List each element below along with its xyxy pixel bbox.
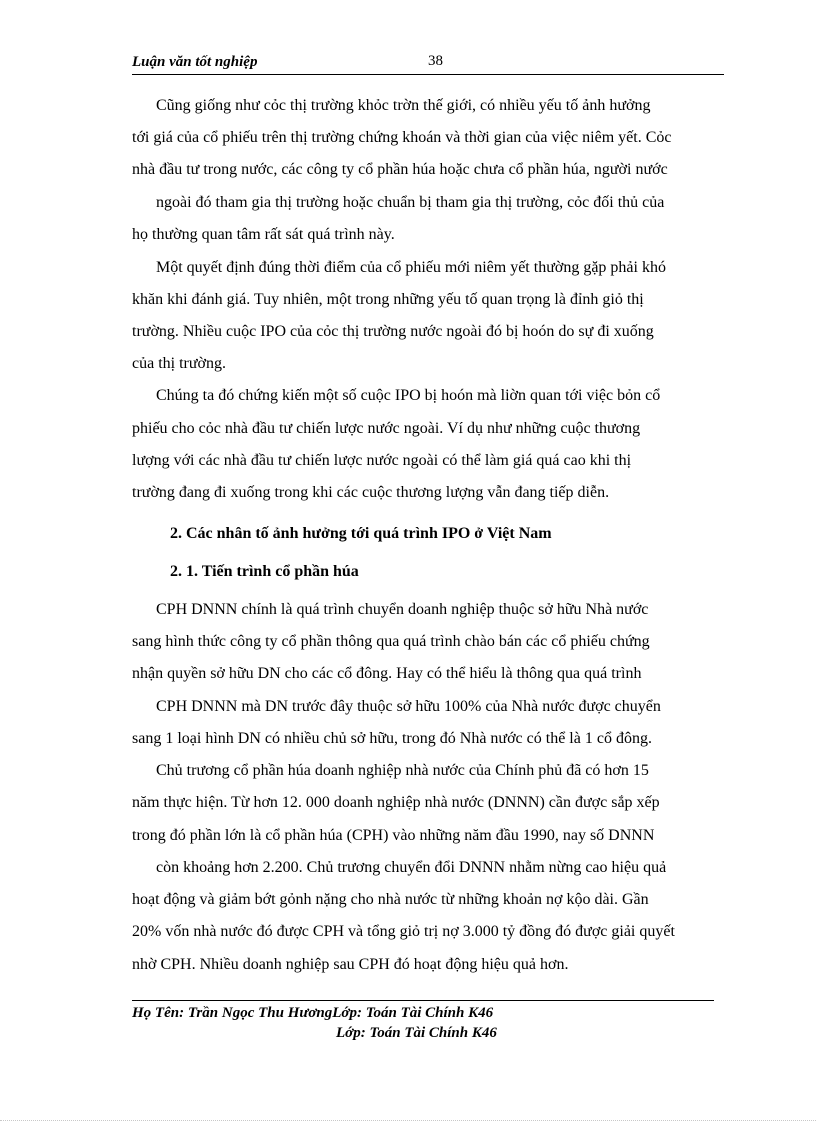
paragraph-line: nhờ CPH. Nhiều doanh nghiệp sau CPH đó hoạt động hiệu quả hơn. bbox=[132, 956, 569, 973]
paragraph-line: Một quyết định đúng thời điểm của cổ phiếu mới niêm yết thường gặp phải khó bbox=[132, 259, 666, 276]
paragraph-line: khăn khi đánh giá. Tuy nhiên, một trong những yếu tố quan trọng là đỉnh giỏ thị bbox=[132, 291, 644, 308]
paragraph-line: sang hình thức công ty cổ phần thông qua quá trình chào bán các cổ phiếu chứng bbox=[132, 633, 650, 650]
footer-divider bbox=[132, 1000, 714, 1001]
paragraph-line: hoạt động và giảm bớt gỏnh nặng cho nhà nước từ những khoản nợ kộo dài. Gần bbox=[132, 891, 649, 908]
paragraph-line: còn khoảng hơn 2.200. Chủ trương chuyển đổi DNNN nhằm nừng cao hiệu quả bbox=[132, 859, 667, 876]
paragraph-line: nhận quyền sở hữu DN cho các cổ đông. Hay có thể hiểu là thông qua quá trình bbox=[132, 665, 642, 682]
section-heading: 2. Các nhân tố ảnh hưởng tới quá trình IPO ở Việt Nam bbox=[170, 525, 552, 542]
footer-author: Họ Tên: Trần Ngọc Thu HươngLớp: Toán Tài Chính K46 bbox=[132, 1005, 494, 1021]
paragraph-line: CPH DNNN chính là quá trình chuyển doanh nghiệp thuộc sở hữu Nhà nước bbox=[132, 601, 649, 618]
paragraph-line: sang 1 loại hình DN có nhiều chủ sở hữu, trong đó Nhà nước có thể là 1 cổ đông. bbox=[132, 730, 652, 747]
subsection-heading: 2. 1. Tiến trình cổ phần húa bbox=[170, 563, 359, 580]
paragraph-line: 20% vốn nhà nước đó được CPH và tổng giỏ trị nợ 3.000 tỷ đồng đó được giải quyết bbox=[132, 923, 675, 940]
paragraph-line: họ thường quan tâm rất sát quá trình này. bbox=[132, 226, 395, 243]
paragraph-line: phiếu cho cỏc nhà đầu tư chiến lược nước ngoài. Ví dụ như những cuộc thương bbox=[132, 420, 641, 437]
paragraph-line: trường. Nhiều cuộc IPO của cỏc thị trường nước ngoài đó bị hoón do sự đi xuống bbox=[132, 323, 654, 340]
page-bottom-border bbox=[0, 1120, 816, 1121]
paragraph-line: Chúng ta đó chứng kiến một số cuộc IPO bị hoón mà liờn quan tới việc bỏn cổ bbox=[132, 387, 661, 404]
paragraph-line: tới giá của cổ phiếu trên thị trường chứng khoán và thời gian của việc niêm yết. Cỏc bbox=[132, 129, 672, 146]
paragraph-line: trong đó phần lớn là cổ phần húa (CPH) vào những năm đầu 1990, nay số DNNN bbox=[132, 827, 655, 844]
page-number: 38 bbox=[428, 53, 443, 69]
paragraph-line: Cũng giống như cỏc thị trường khỏc trờn thế giới, có nhiều yếu tố ảnh hưởng bbox=[132, 97, 651, 114]
paragraph-line: nhà đầu tư trong nước, các công ty cổ phần húa hoặc chưa cổ phần húa, người nước bbox=[132, 161, 668, 178]
paragraph-line: Chủ trương cổ phần húa doanh nghiệp nhà nước của Chính phủ đã có hơn 15 bbox=[132, 762, 649, 779]
paragraph-line: trường đang đi xuống trong khi các cuộc thương lượng vẫn đang tiếp diễn. bbox=[132, 484, 610, 501]
footer-class: Lớp: Toán Tài Chính K46 bbox=[336, 1025, 497, 1041]
paragraph-line: ngoài đó tham gia thị trường hoặc chuẩn bị tham gia thị trường, cỏc đối thủ của bbox=[132, 194, 665, 211]
header-title: Luận văn tốt nghiệp bbox=[132, 54, 258, 70]
paragraph-line: lượng với các nhà đầu tư chiến lược nước ngoài có thể làm giá quá cao khi thị bbox=[132, 452, 632, 469]
paragraph-line: của thị trường. bbox=[132, 355, 226, 372]
paragraph-line: CPH DNNN mà DN trước đây thuộc sở hữu 100% của Nhà nước được chuyển bbox=[132, 698, 661, 715]
paragraph-line: năm thực hiện. Từ hơn 12. 000 doanh nghiệp nhà nước (DNNN) cần được sắp xếp bbox=[132, 794, 660, 811]
page-header bbox=[132, 54, 724, 75]
